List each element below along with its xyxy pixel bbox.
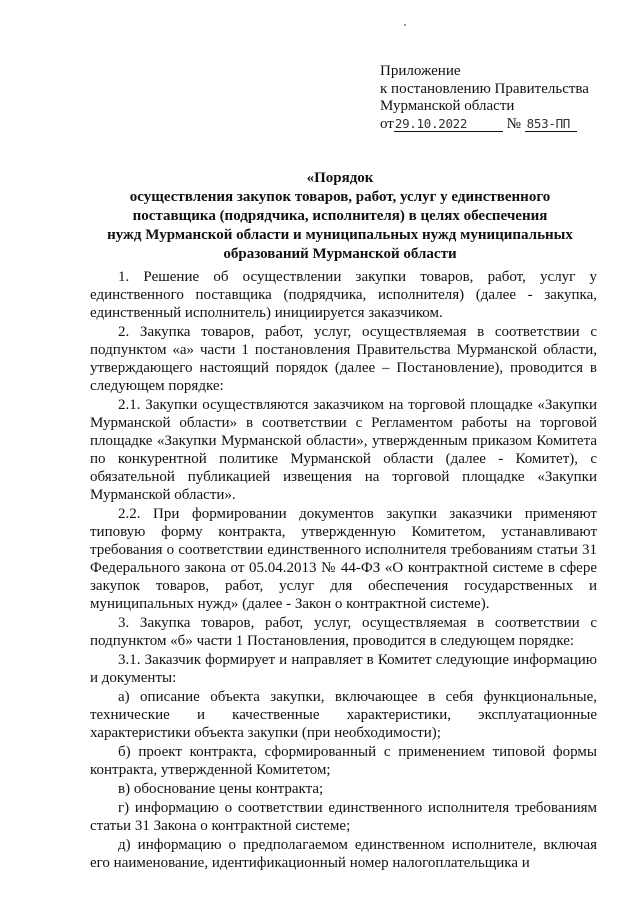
title-line: осуществления закупок товаров, работ, услуг у единственного bbox=[129, 189, 551, 205]
appendix-label: Приложение bbox=[380, 63, 461, 79]
title-line: «Порядок bbox=[306, 170, 374, 186]
title-line: поставщика (подрядчика, исполнителя) в целях обеспечения bbox=[132, 208, 548, 224]
appendix-header bbox=[380, 63, 620, 133]
paragraph-2-1: 2.1. Закупки осуществляются заказчиком на торговой площадке «Закупки Мурманской области» в соответствии с Регламентом работы на торговой площадке «Закупки Мурманской области», утвержденным приказом Комитета по конкурентной политике Мурманской области (далее - Комитет), с обязательной публикацией извещения на торговой площадке «Закупки Мурманской области». bbox=[90, 397, 597, 503]
list-item-b: б) проект контракта, сформированный с применением типовой формы контракта, утвержденной Комитетом; bbox=[90, 744, 597, 778]
paragraph-2-2: 2.2. При формировании документов закупки заказчики применяют типовую форму контракта, утвержденную Комитетом, устанавливают требования о соответствии единственного исполнителя требованиям статьи 31 Федерального закона от 05.04.2013 № 44-ФЗ «О контрактной системе в сфере закупок товаров, работ, услуг для обеспечения государственных и муниципальных нужд» (далее - Закон о контрактной системе). bbox=[90, 506, 597, 612]
paragraph-3: 3. Закупка товаров, работ, услуг, осуществляемая в соответствии с подпунктом «б» части 1 Постановления, проводится в следующем порядке: bbox=[90, 615, 597, 649]
paragraph-2: 2. Закупка товаров, работ, услуг, осуществляемая в соответствии с подпунктом «а» части 1 постановления Правительства Мурманской области, утверждающего настоящий порядок (далее – Постановление), проводится в следующем порядке: bbox=[90, 324, 597, 394]
document-title bbox=[70, 169, 610, 264]
number-value: 853-ПП bbox=[525, 117, 577, 132]
number-prefix: № bbox=[506, 115, 521, 132]
document-body bbox=[90, 268, 597, 872]
appendix-region: Мурманской области bbox=[380, 98, 515, 114]
paragraph-1: 1. Решение об осуществлении закупки товаров, работ, услуг у единственного поставщика (подрядчика, исполнителя) (далее - закупка, единственный исполнитель) инициируется заказчиком. bbox=[90, 269, 597, 321]
paragraph-3-1: 3.1. Заказчик формирует и направляет в Комитет следующие информацию и документы: bbox=[90, 652, 597, 686]
date-prefix: от bbox=[380, 115, 394, 132]
scan-speck bbox=[404, 24, 406, 26]
list-item-d: д) информацию о предполагаемом единственном исполнителе, включая его наименование, идентификационный номер налогоплательщика и bbox=[90, 837, 597, 871]
list-item-a: а) описание объекта закупки, включающее в себя функциональные, технические и качественные характеристики, эксплуатационные характеристики объекта закупки (при необходимости); bbox=[90, 689, 597, 741]
list-item-g: г) информацию о соответствии единственного исполнителя требованиям статьи 31 Закона о контрактной системе; bbox=[90, 800, 597, 834]
appendix-resolution: к постановлению Правительства bbox=[380, 80, 589, 97]
list-item-v: в) обоснование цены контракта; bbox=[118, 781, 324, 797]
date-value: 29.10.2022 bbox=[394, 117, 503, 132]
title-line: нужд Мурманской области и муниципальных нужд муниципальных bbox=[107, 227, 573, 243]
appendix-date-line bbox=[380, 116, 620, 134]
title-line: образований Мурманской области bbox=[223, 246, 457, 262]
